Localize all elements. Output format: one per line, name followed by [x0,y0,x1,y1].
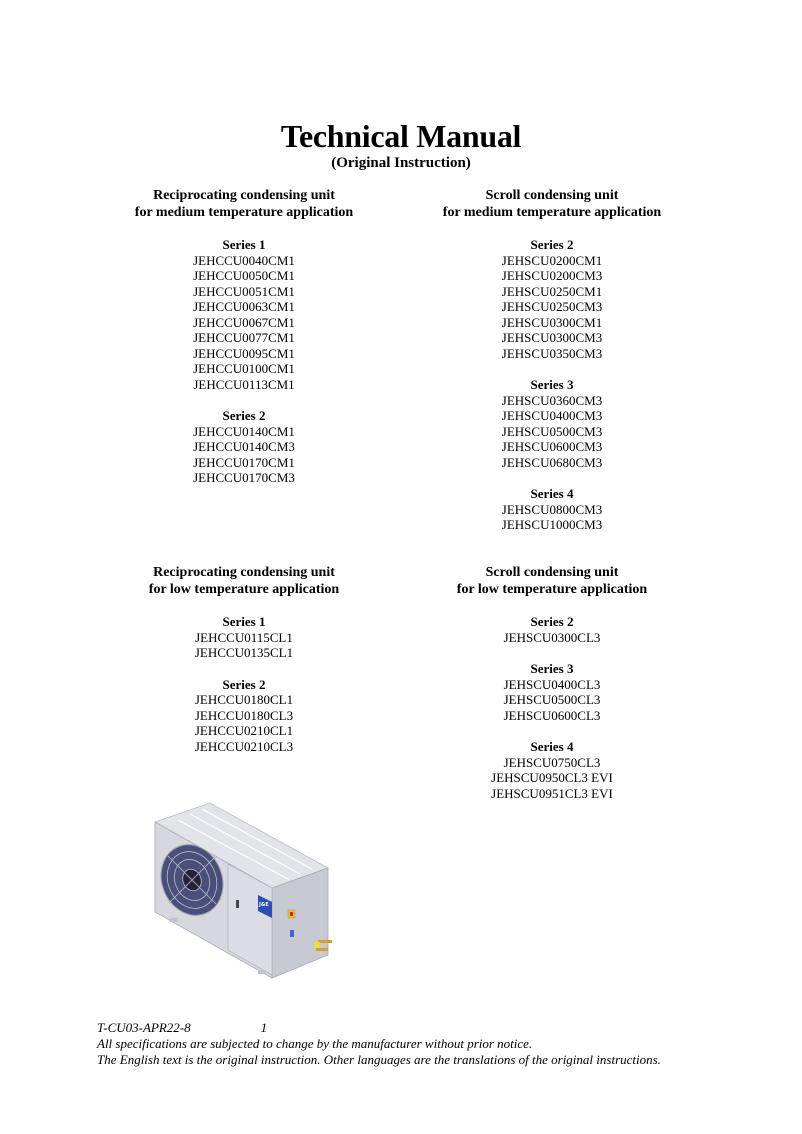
model-item: JEHSCU0600CL3 [503,707,601,723]
section-scroll-medium [402,188,702,533]
section-heading: Scroll condensing unit [485,188,619,203]
model-item: JEHCCU0180CL3 [194,707,294,723]
series-title: Series 3 [530,661,574,676]
model-item: JEHCCU0210CL3 [194,738,294,754]
model-item: JEHCCU0050CM1 [193,268,295,283]
series-block [94,614,394,661]
page-title: Technical Manual [280,118,522,154]
series-block [402,739,702,801]
section-heading: Reciprocating condensing unit [153,188,335,203]
series-block [402,237,702,361]
section-heading: Reciprocating condensing unit [153,565,335,580]
footer-notice: All specifications are subjected to change by the manufacturer without prior notice. [97,1036,533,1051]
model-item: JEHSCU0300CL3 [503,629,601,645]
series-title: Series 1 [222,614,266,629]
model-item: JEHSCU1000CM3 [501,517,603,532]
footer-docline [97,1020,661,1036]
model-item: JEHSCU0300CM3 [501,330,603,345]
page-footer [97,1020,661,1068]
model-item: JEHCCU0170CM3 [193,470,295,485]
model-item: JEHCCU0140CM1 [193,423,295,439]
series-title: Series 4 [530,486,574,501]
series-block [402,614,702,645]
series-block [402,661,702,723]
model-item: JEHSCU0750CL3 [503,754,601,770]
model-item: JEHSCU0300CM1 [501,314,603,330]
model-item: JEHSCU0600CM3 [501,439,603,454]
model-item: JEHSCU0200CM3 [501,268,603,283]
series-block [402,377,702,470]
model-item: JEHCCU0040CM1 [193,252,295,268]
section-heading: Scroll condensing unit [485,565,619,580]
model-item: JEHSCU0500CL3 [503,692,601,707]
page-subtitle: (Original Instruction) [331,155,471,171]
svg-text:J&E: J&E [259,902,269,908]
series-title: Series 4 [530,739,574,754]
section-heading: for low temperature application [148,581,340,597]
model-item: JEHCCU0095CM1 [193,345,295,361]
model-item: JEHSCU0250CM1 [501,283,603,299]
series-title: Series 1 [222,237,266,252]
series-title: Series 2 [530,237,574,252]
page-number: 1 [260,1020,268,1035]
model-item: JEHSCU0800CM3 [501,501,603,517]
model-item: JEHCCU0051CM1 [193,283,295,299]
footer-language-note: The English text is the original instruction. Other languages are the translations of the original instructions. [97,1052,661,1067]
model-item: JEHSCU0400CM3 [501,408,603,423]
model-item: JEHCCU0100CM1 [193,361,295,376]
model-item: JEHSCU0360CM3 [501,392,603,408]
model-item: JEHSCU0400CL3 [503,676,601,692]
series-block [402,486,702,533]
section-reciprocating-medium [94,188,394,486]
section-reciprocating-low [94,565,394,754]
series-block [94,237,394,392]
series-block [94,677,394,755]
model-item: JEHCCU0180CL1 [194,692,294,707]
section-heading: for low temperature application [456,581,648,597]
doc-code: T-CU03-APR22-8 [97,1020,191,1035]
model-item: JEHSCU0200CM1 [501,252,603,268]
section-heading: for medium temperature application [442,204,662,220]
model-item: JEHCCU0115CL1 [195,629,293,645]
model-item: JEHCCU0067CM1 [193,314,295,330]
model-item: JEHSCU0500CM3 [501,423,603,439]
series-title: Series 3 [530,377,574,392]
series-title: Series 2 [530,614,574,629]
model-item: JEHSCU0250CM3 [501,299,603,314]
section-scroll-low [402,565,702,801]
model-item: JEHSCU0951CL3 EVI [491,785,613,801]
series-block [94,408,394,486]
model-item: JEHCCU0077CM1 [193,330,295,345]
section-heading: for medium temperature application [134,204,354,220]
model-item: JEHCCU0140CM3 [193,439,295,454]
model-item: JEHCCU0135CL1 [194,645,294,660]
series-title: Series 2 [222,676,266,692]
model-item: JEHCCU0063CM1 [193,299,295,314]
model-item: JEHCCU0170CM1 [193,454,295,470]
model-item: JEHCCU0113CM1 [193,376,295,392]
model-item: JEHSCU0350CM3 [501,345,603,361]
model-item: JEHSCU0950CL3 EVI [491,770,613,785]
model-item: JEHSCU0680CM3 [501,454,603,470]
model-item: JEHCCU0210CL1 [194,723,294,738]
series-title: Series 2 [222,408,266,423]
condensing-unit-image [150,800,350,980]
